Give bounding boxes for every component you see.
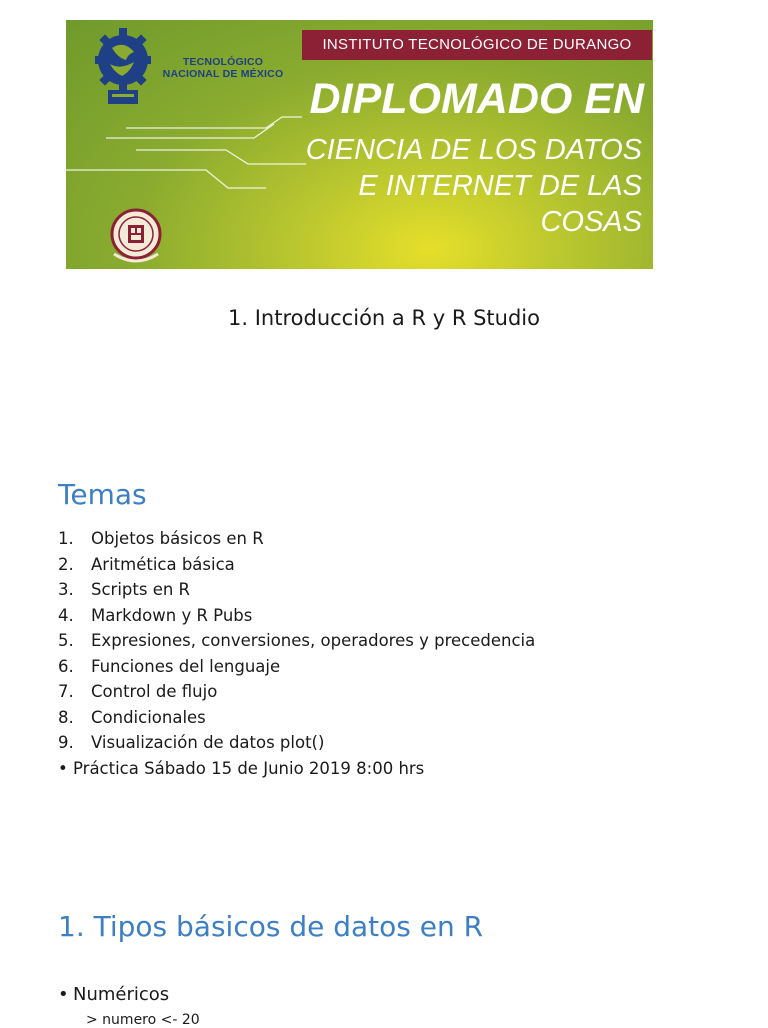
tecnm-name [158, 56, 288, 80]
item-text: Control de flujo [91, 682, 218, 701]
list-item [58, 707, 535, 733]
list-item [58, 528, 535, 554]
banner [66, 20, 653, 269]
item-number: 5. [58, 631, 74, 650]
diplomado-subtitle-line1: CIENCIA DE LOS DATOS [305, 134, 642, 166]
list-item [58, 681, 535, 707]
list-item [58, 554, 535, 580]
numericos-bullet [58, 984, 169, 1005]
item-text: Aritmética básica [91, 554, 235, 574]
practice-text: Práctica Sábado 15 de Junio 2019 8:00 hrs [73, 758, 425, 778]
item-text: Scripts en R [91, 580, 191, 599]
diplomado-subtitle [256, 132, 642, 240]
item-number: 6. [58, 656, 74, 676]
list-item [58, 630, 535, 656]
topics-list [58, 528, 535, 783]
item-text: Markdown y R Pubs [91, 605, 253, 625]
numericos-text: Numéricos [73, 984, 170, 1005]
item-number: 8. [58, 707, 74, 727]
institute-bar: INSTITUTO TECNOLÓGICO DE DURANGO [302, 30, 652, 60]
temas-heading: Temas [58, 478, 147, 511]
list-item [58, 605, 535, 631]
list-item [58, 732, 535, 758]
diplomado-title: DIPLOMADO EN [309, 75, 644, 123]
item-text: Visualización de datos plot() [91, 733, 325, 752]
item-text: Condicionales [91, 707, 206, 727]
item-number: 1. [58, 529, 74, 548]
item-text: Expresiones, conversiones, operadores y precedencia [91, 631, 536, 650]
list-item [58, 656, 535, 682]
itd-seal-icon [106, 206, 166, 266]
section-title: 1. Introducción a R y R Studio [228, 306, 540, 330]
tecnm-name-line1: TECNOLÓGICO [182, 56, 264, 68]
item-number: 9. [58, 733, 74, 752]
tecnm-eagle-gear-logo-icon [94, 26, 152, 110]
bullet-icon: • [58, 984, 69, 1005]
code-example: > numero <- 20 [86, 1012, 200, 1028]
item-number: 4. [58, 605, 74, 625]
diplomado-subtitle-line2: E INTERNET DE LAS COSAS [358, 170, 642, 238]
practice-bullet [58, 758, 535, 784]
item-text: Funciones del lenguaje [91, 656, 281, 676]
item-number: 3. [58, 580, 74, 599]
tipos-heading: 1. Tipos básicos de datos en R [58, 910, 484, 943]
list-item [58, 579, 535, 605]
item-number: 2. [58, 554, 74, 574]
item-text: Objetos básicos en R [91, 529, 264, 548]
tecnm-name-line2: NACIONAL DE MÉXICO [162, 68, 284, 80]
bullet-icon: • [58, 758, 68, 778]
item-number: 7. [58, 682, 74, 701]
